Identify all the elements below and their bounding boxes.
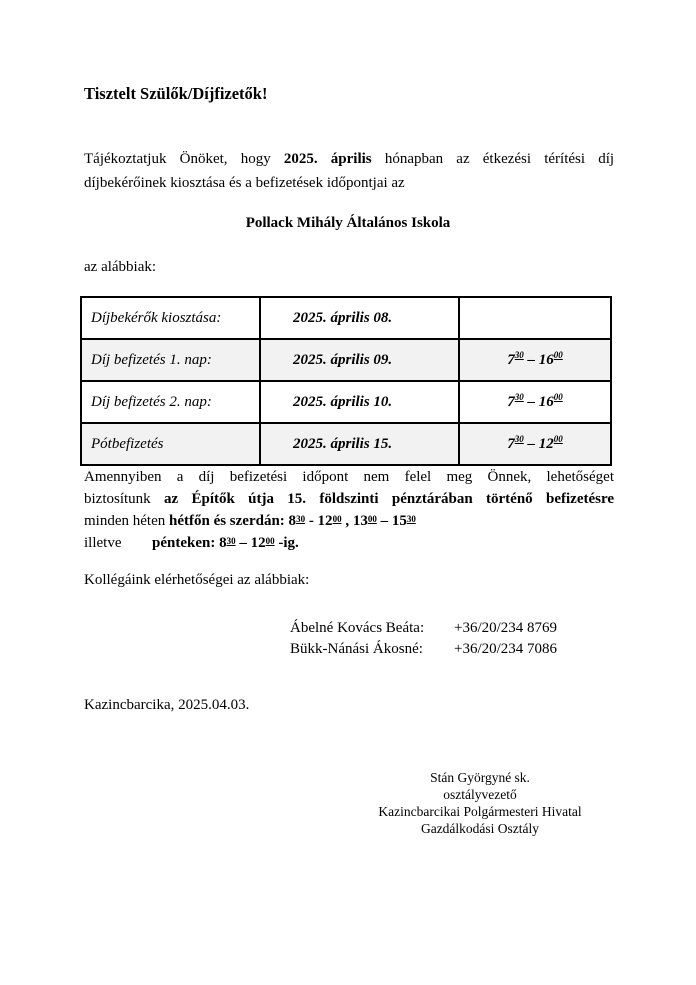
school-name: Pollack Mihály Általános Iskola xyxy=(245,215,451,231)
row-date: 2025. április 09. xyxy=(260,339,459,381)
table-row xyxy=(81,381,611,423)
signature-block xyxy=(330,769,630,837)
payment-info-paragraph xyxy=(84,466,614,554)
contact-phone: +36/20/234 7086 xyxy=(454,641,558,657)
contact-phone: +36/20/234 8769 xyxy=(454,620,558,636)
intro-line-2: díjbekérőinek kiosztása és a befizetések időpontjai az xyxy=(84,175,405,191)
greeting-heading: Tisztelt Szülők/Díjfizetők! xyxy=(84,84,268,103)
schedule-table xyxy=(80,296,612,466)
contact-name: Bükk-Nánási Ákosné: xyxy=(290,641,423,657)
intro-month: április xyxy=(330,151,372,167)
signer-org: Kazincbarcikai Polgármesteri Hivatal xyxy=(378,804,582,819)
table-row xyxy=(81,339,611,381)
contact-row xyxy=(290,639,557,660)
row-label: Díj befizetés 1. nap: xyxy=(81,339,260,381)
intro-text-1: Tájékoztatjuk Önöket, hogy xyxy=(84,151,271,167)
para-line-2: biztosítunk az Építők útja 15. földszinti pénztárában történő befizetésre xyxy=(84,491,615,507)
row-label: Díjbekérők kiosztása: xyxy=(81,297,260,339)
intro-text-2: hónapban az étkezési térítési díj xyxy=(384,151,615,167)
signer-title: osztályvezető xyxy=(443,787,517,802)
signer-dept: Gazdálkodási Osztály xyxy=(420,821,540,836)
row-time: $7^{30} - 16^{00}$ xyxy=(459,339,611,381)
table-row xyxy=(81,297,611,339)
intro-line-1 xyxy=(84,147,614,171)
row-date: 2025. április 15. xyxy=(260,423,459,465)
signer-name: Stán Györgyné sk. xyxy=(430,770,530,785)
row-time xyxy=(459,297,611,339)
colleagues-intro: Kollégáink elérhetőségei az alábbiak: xyxy=(84,572,310,588)
row-date: 2025. április 08. xyxy=(260,297,459,339)
intro-year: 2025. xyxy=(283,151,318,167)
row-date: 2025. április 10. xyxy=(260,381,459,423)
para-line-3: minden héten hétfőn és szerdán: $8^{30} - 12^{00}$ , $13^{00} - 15^{30}$ xyxy=(84,513,416,529)
contact-row xyxy=(290,618,557,639)
contacts-list xyxy=(290,618,557,660)
place-date: Kazincbarcika, 2025.04.03. xyxy=(84,697,250,713)
contact-name: Ábelné Kovács Beáta: xyxy=(290,620,425,636)
row-time: $7^{30} - 16^{00}$ xyxy=(459,381,611,423)
az-alabbiak-text: az alábbiak: xyxy=(84,259,157,275)
row-time: $7^{30} - 12^{00}$ xyxy=(459,423,611,465)
intro-paragraph xyxy=(84,147,614,195)
table-row xyxy=(81,423,611,465)
para-line-4: illetve pénteken: $8^{30} - 12^{00}$ -ig. xyxy=(84,535,299,551)
row-label: Pótbefizetés xyxy=(81,423,260,465)
para-line-1: Amennyiben a díj befizetési időpont nem felel meg Önnek, lehetőséget xyxy=(84,469,614,485)
row-label: Díj befizetés 2. nap: xyxy=(81,381,260,423)
